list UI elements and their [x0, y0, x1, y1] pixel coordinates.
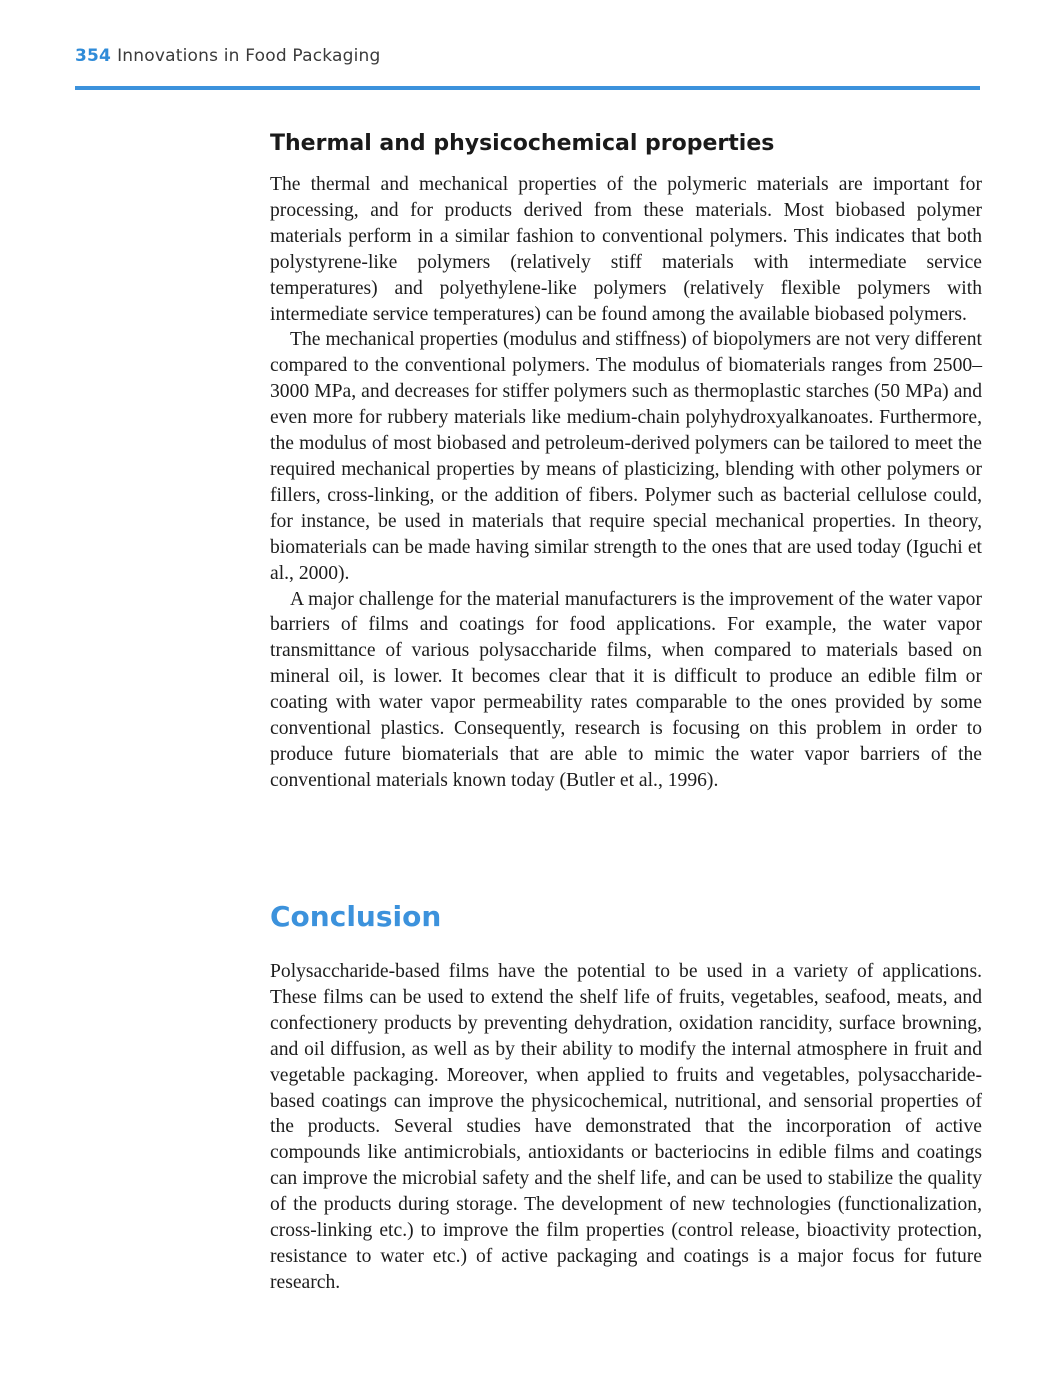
body-paragraph: A major challenge for the material manufacturers is the improvement of the water vapor barriers of films and coatings for food applications. For example, the water vapor transmittance of various polysaccharide films, when compared to materials based on mineral oil, is lower. It becomes clear that it is difficult to produce an edible film or coating with water vapor permeability rates comparable to the ones provided by some conventional plastics. Consequently, research is focusing on this problem in order to produce future biomaterials that are able to mimic the water vapor barriers of the conventional materials known today (Butler et al., 1996). [270, 588, 982, 791]
running-title: Innovations in Food Packaging [117, 46, 381, 66]
body-paragraph: The thermal and mechanical properties of the polymeric materials are important for processing, and for products derived from these materials. Most biobased polymer materials perform in a similar fashion to conventional polymers. This indicates that both polystyrene-like polymers (relatively stiff materials with intermediate service temperatures) and polyethylene-like polymers (relatively flexible polymers with intermediate service temperatures) can be found among the available biobased polymers. [270, 174, 982, 325]
page-number: 354 [75, 46, 112, 66]
body-paragraph: Polysaccharide-based films have the potential to be used in a variety of applications. These films can be used to extend the shelf life of fruits, vegetables, seafood, meats, and confectionery products by preventing dehydration, oxidation rancidity, surface browning, and oil diffusion, as well as by their ability to modify the internal atmosphere in fruit and vegetable packaging. Moreover, when applied to fruits and vegetables, polysaccharide-based coatings can improve the physicochemical, nutritional, and sensorial properties of the products. Several studies have demonstrated that the incorporation of active compounds like antimicrobials, antioxidants or bacteriocins in edible films and coatings can improve the microbial safety and the shelf life, and can be used to stabilize the quality of the products during storage. The development of new technologies (functionalization, cross-linking etc.) to improve the film properties (control release, bioactivity protection, resistance to water etc.) of active packaging and coatings is a major focus for future research. [270, 961, 982, 1293]
section-conclusion [270, 959, 982, 1296]
header-rule [75, 86, 980, 90]
conclusion-heading: Conclusion [270, 900, 442, 933]
body-paragraph: The mechanical properties (modulus and stiffness) of biopolymers are not very different compared to the conventional polymers. The modulus of biomaterials ranges from 2500–3000 MPa, and decreases for stiffer polymers such as thermoplastic starches (50 MPa) and even more for rubbery materials like medium-chain polyhydroxyalkanoates. Furthermore, the modulus of most biobased and petroleum-derived polymers can be tailored to meet the required mechanical properties by means of plasticizing, blending with other polymers or fillers, cross-linking, or the addition of fibers. Polymer such as bacterial cellulose could, for instance, be used in materials that require special mechanical properties. In theory, biomaterials can be made having similar strength to the ones that are used today (Iguchi et al., 2000). [270, 329, 982, 584]
section-thermal-properties [270, 128, 982, 794]
running-header [75, 46, 381, 66]
section-heading: Thermal and physicochemical properties [270, 131, 775, 156]
